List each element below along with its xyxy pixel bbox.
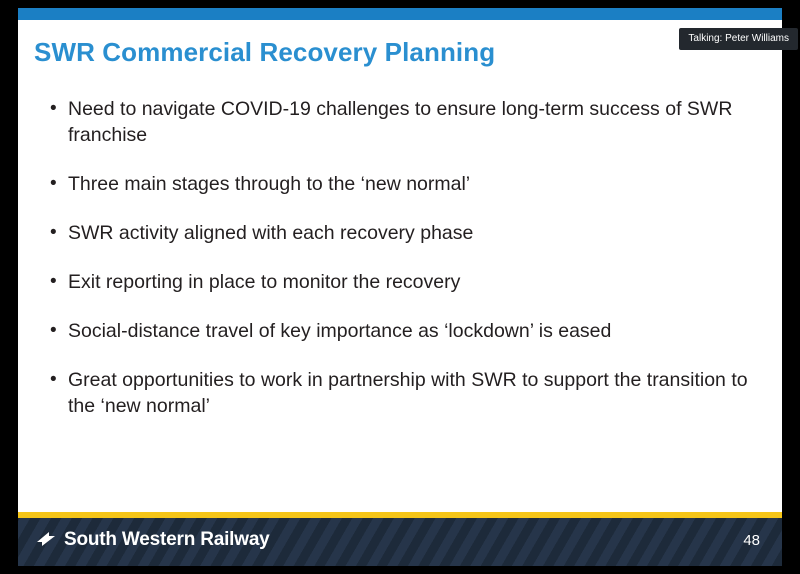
list-item-text: Exit reporting in place to monitor the recovery [68,271,461,293]
footer-accent-bar [18,512,782,518]
bullet-list [48,96,748,442]
list-item [48,171,748,197]
list-item-text: Social-distance travel of key importance as ‘lockdown’ is eased [68,320,612,342]
list-item-text: Great opportunities to work in partnership with SWR to support the transition to the ‘new normal’ [68,369,748,417]
list-item-text: Three main stages through to the ‘new normal’ [68,173,471,195]
page-number: 48 [743,532,760,549]
list-item-text: Need to navigate COVID-19 challenges to ensure long-term success of SWR franchise [68,98,733,146]
slide-top-accent-bar [18,8,782,20]
list-item [48,269,748,295]
list-item [48,318,748,344]
slide [18,8,782,566]
slide-footer [18,512,782,566]
brand-name: South Western Railway [64,529,270,550]
swr-arrow-icon [36,531,56,549]
bullet-marker-icon: • [50,271,57,292]
bullet-marker-icon: • [50,173,57,194]
list-item [48,367,748,419]
list-item-text: SWR activity aligned with each recovery phase [68,222,474,244]
list-item [48,220,748,246]
brand-logo [36,529,270,551]
bullet-marker-icon: • [50,98,57,119]
list-item [48,96,748,148]
bullet-marker-icon: • [50,369,57,390]
bullet-marker-icon: • [50,320,57,341]
talking-speaker-badge: Talking: Peter Williams [679,28,798,50]
bullet-marker-icon: • [50,222,57,243]
page-title: SWR Commercial Recovery Planning [34,37,496,67]
